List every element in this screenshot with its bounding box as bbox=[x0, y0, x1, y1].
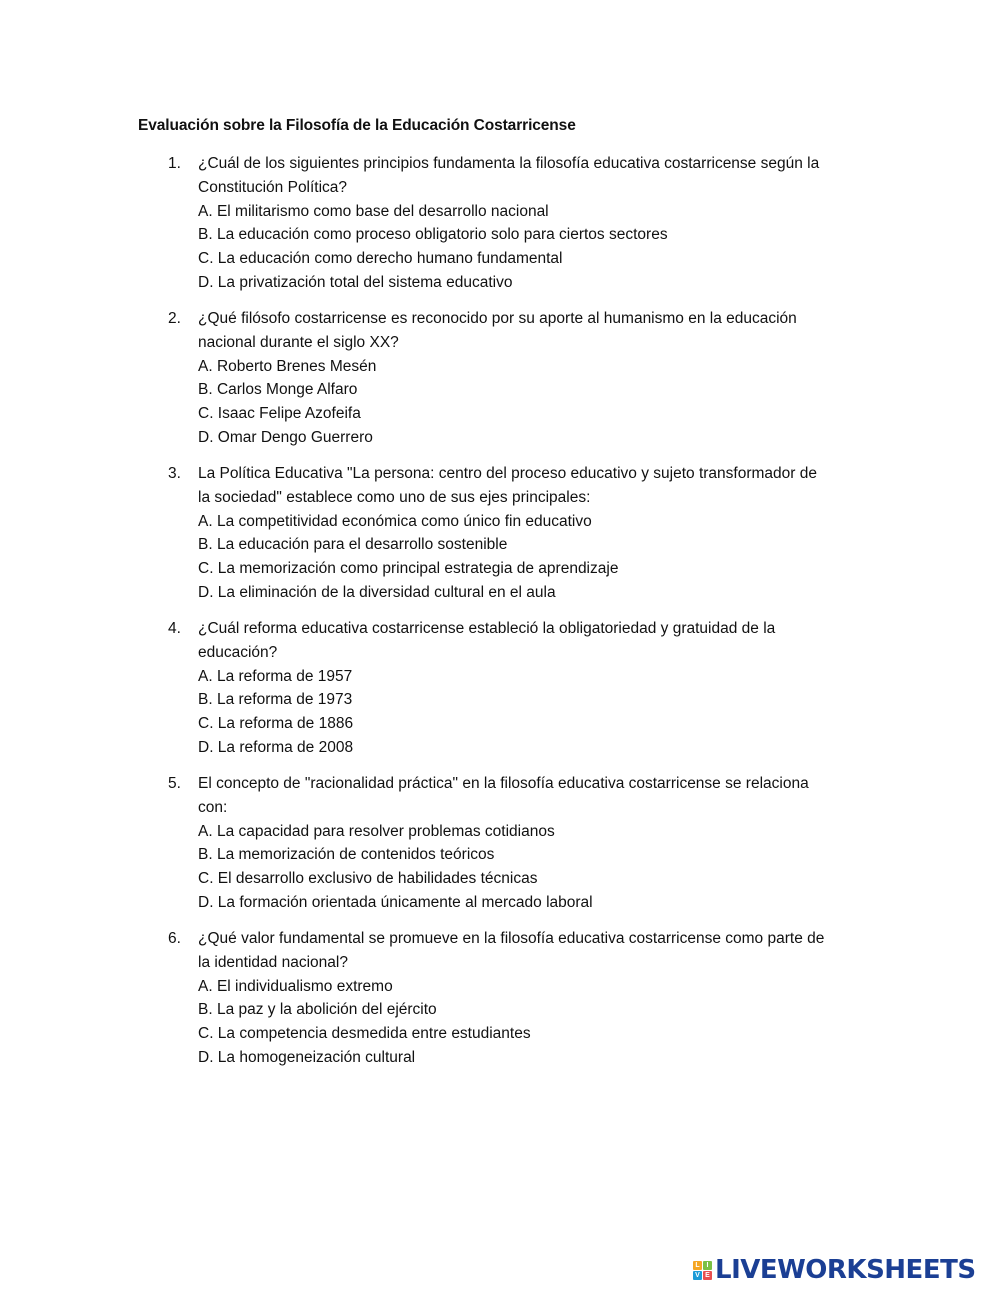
answer-option-c[interactable]: C. El desarrollo exclusivo de habilidades técnicas bbox=[198, 870, 538, 888]
question-1 bbox=[168, 152, 868, 295]
question-text-line: ¿Qué valor fundamental se promueve en la filosofía educativa costarricense como parte de bbox=[198, 930, 825, 947]
question-text-line: educación? bbox=[198, 643, 278, 661]
answer-option-d[interactable]: D. Omar Dengo Guerrero bbox=[198, 428, 373, 446]
liveworksheets-logo bbox=[693, 1256, 976, 1284]
answer-option-c[interactable]: C. Isaac Felipe Azofeifa bbox=[198, 405, 361, 423]
question-text-line: ¿Cuál de los siguientes principios fundamenta la filosofía educativa costarricense según la bbox=[198, 155, 820, 172]
answer-option-a[interactable]: A. Roberto Brenes Mesén bbox=[198, 357, 377, 375]
logo-text: LIVEWORKSHEETS bbox=[715, 1255, 976, 1285]
answer-option-b[interactable]: B. La memorización de contenidos teóricos bbox=[198, 846, 495, 864]
answer-option-d[interactable]: D. La eliminación de la diversidad cultural en el aula bbox=[198, 583, 556, 601]
live-badge-icon bbox=[693, 1261, 712, 1280]
question-text-line: Constitución Política? bbox=[198, 178, 348, 196]
question-number: 2. bbox=[168, 310, 181, 327]
question-text-line: nacional durante el siglo XX? bbox=[198, 333, 399, 351]
answer-option-c[interactable]: C. La reforma de 1886 bbox=[198, 715, 354, 733]
question-2 bbox=[168, 307, 868, 450]
question-text-line: la sociedad" establece como uno de sus ejes principales: bbox=[198, 488, 591, 506]
question-5 bbox=[168, 772, 868, 915]
question-text-line: ¿Qué filósofo costarricense es reconocido por su aporte al humanismo en la educación bbox=[198, 310, 797, 327]
answer-option-a[interactable]: A. La competitividad económica como único fin educativo bbox=[198, 512, 592, 530]
question-number: 3. bbox=[168, 465, 181, 482]
question-text-line: La Política Educativa "La persona: centro del proceso educativo y sujeto transformador de bbox=[198, 465, 817, 482]
answer-option-d[interactable]: D. La homogeneización cultural bbox=[198, 1048, 416, 1066]
answer-option-b[interactable]: B. La paz y la abolición del ejército bbox=[198, 1001, 437, 1019]
question-text-line: ¿Cuál reforma educativa costarricense estableció la obligatoriedad y gratuidad de la bbox=[198, 620, 776, 637]
question-6 bbox=[168, 927, 868, 1070]
answer-option-c[interactable]: C. La memorización como principal estrategia de aprendizaje bbox=[198, 560, 619, 578]
answer-option-a[interactable]: A. El individualismo extremo bbox=[198, 977, 393, 995]
answer-option-a[interactable]: A. La capacidad para resolver problemas cotidianos bbox=[198, 822, 555, 840]
question-text-line: con: bbox=[198, 798, 228, 816]
answer-option-b[interactable]: B. La educación para el desarrollo sostenible bbox=[198, 536, 508, 554]
question-number: 6. bbox=[168, 930, 181, 947]
answer-option-b[interactable]: B. La educación como proceso obligatorio solo para ciertos sectores bbox=[198, 226, 668, 244]
answer-option-d[interactable]: D. La formación orientada únicamente al mercado laboral bbox=[198, 893, 593, 911]
answer-option-c[interactable]: C. La competencia desmedida entre estudiantes bbox=[198, 1025, 531, 1043]
question-4 bbox=[168, 617, 868, 760]
badge-letter: E bbox=[703, 1271, 712, 1280]
answer-option-d[interactable]: D. La privatización total del sistema educativo bbox=[198, 273, 513, 291]
answer-option-a[interactable]: A. El militarismo como base del desarrollo nacional bbox=[198, 202, 549, 220]
question-number: 1. bbox=[168, 155, 181, 172]
page-title: Evaluación sobre la Filosofía de la Educación Costarricense bbox=[138, 117, 576, 134]
question-text-line: El concepto de "racionalidad práctica" en la filosofía educativa costarricense se relaciona bbox=[198, 775, 809, 792]
answer-option-c[interactable]: C. La educación como derecho humano fundamental bbox=[198, 250, 563, 268]
answer-option-b[interactable]: B. La reforma de 1973 bbox=[198, 691, 353, 709]
question-3 bbox=[168, 462, 868, 605]
badge-letter: L bbox=[693, 1261, 702, 1270]
answer-option-b[interactable]: B. Carlos Monge Alfaro bbox=[198, 381, 358, 399]
badge-letter: V bbox=[693, 1271, 702, 1280]
badge-letter: I bbox=[703, 1261, 712, 1270]
answer-option-a[interactable]: A. La reforma de 1957 bbox=[198, 667, 353, 685]
question-text-line: la identidad nacional? bbox=[198, 953, 348, 971]
question-number: 4. bbox=[168, 620, 181, 637]
question-number: 5. bbox=[168, 775, 181, 792]
answer-option-d[interactable]: D. La reforma de 2008 bbox=[198, 738, 354, 756]
